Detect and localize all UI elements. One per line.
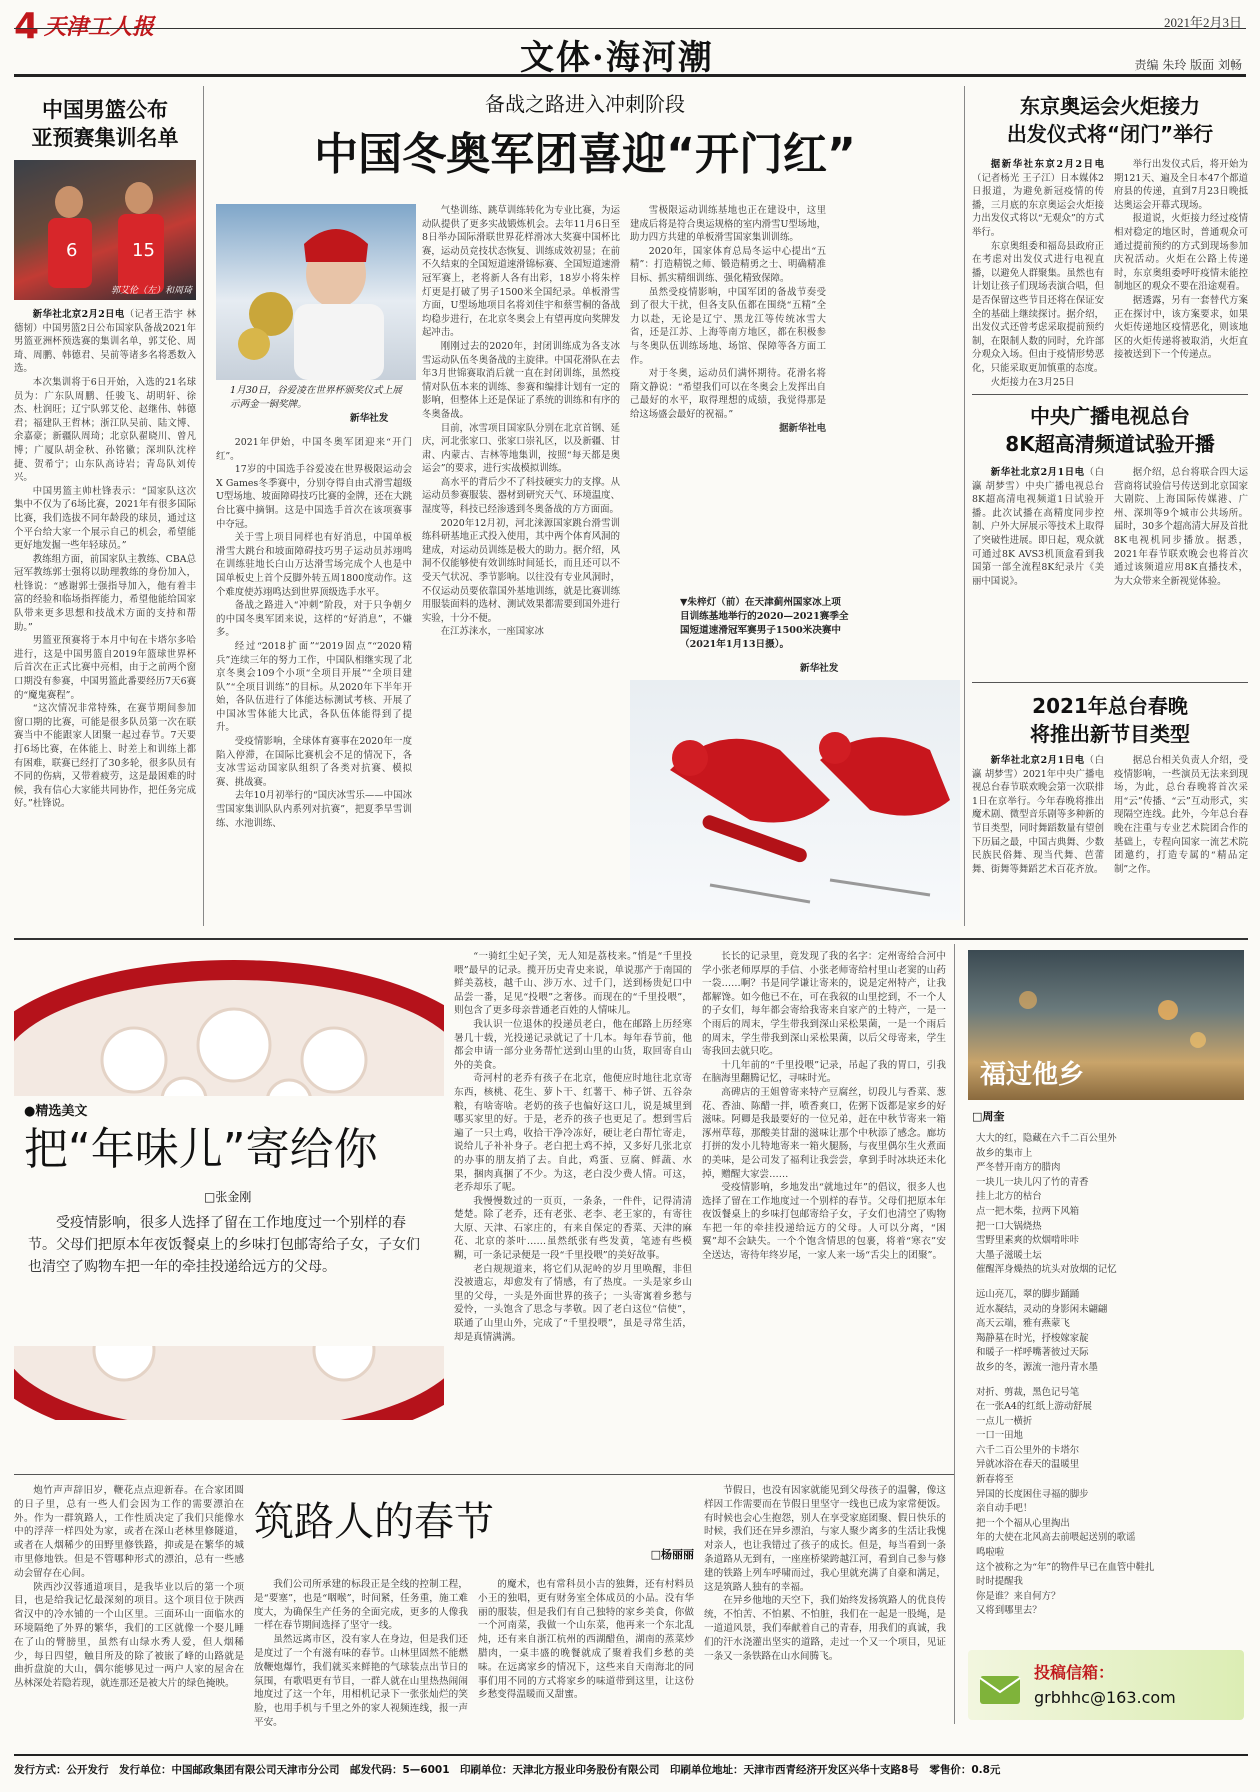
poem-line: 这个被称之为“年”的物件早已在血管中鞋扎 <box>976 1561 1155 1573</box>
stanza-gap <box>976 1278 1244 1288</box>
column-divider <box>954 944 955 1724</box>
poem-author: □周奎 <box>972 1110 1005 1123</box>
stanza-gap <box>976 1376 1244 1386</box>
para: 节假日，也没有因家就能见到父母孩子的温馨，像这样因工作需要而在节假日里坚守一线也已成为家常便饭。有时候也会心生抱怨，别人在享受家庭团聚、假日快乐的时候，我们还在异乡漂泊，与家人聚少离多的生活让我愧对亲人，也让我错过了孩子的成长。但是，每当看到一条条道路从无到有，一座座桥梁跨越江河，看到自己参与修建的铁路上列车呼啸而过，我心里就充满了自豪和满足，这是筑路人独有的幸福。 <box>704 1485 946 1593</box>
gala-byline: 新华社北京2月1日电 <box>990 755 1085 766</box>
masthead-rule <box>14 28 1246 29</box>
cctv8k-byline: 新华社北京2月1日电 <box>990 467 1085 478</box>
cctv8k-title-2: 8K超高清频道试验开播 <box>1005 432 1215 456</box>
svg-text:6: 6 <box>66 240 78 261</box>
poem-line: 把一个个福从心里掏出 <box>976 1517 1070 1529</box>
torch-col2 <box>1114 158 1248 388</box>
para: 虽然受疫情影响，中国军团的备战节奏受到了很大干扰，但各支队伍都在围绕“五精”全力以赴，无论是辽宁、黑龙江等传统冰雪大省，还是江苏、上海等南方地区，都在积极参与冬奥队伍训练场地、场馆、保障等各方面工作。 <box>630 286 826 366</box>
cctv8k-col2 <box>1114 466 1248 606</box>
road-col1 <box>254 1578 468 1746</box>
mail-icon <box>976 1664 1026 1710</box>
torch-byline: 据新华社东京2月2日电 <box>990 159 1104 170</box>
poem-line: 鸣啦啦 <box>976 1547 1005 1559</box>
winter-article <box>210 90 960 930</box>
para: 我慢慢数过的一页页，一条条，一件件，记得清清楚楚。除了老乔，还有老张、老李、老王家的，有寄往大原、天津、石家庄的，有来自保定的香菜、天津的麻花、北京的茶叶……虽然纸张有些发黄，笔迹有些模糊，可一条记录便是一段“千里投喂”的美好故事。 <box>454 1195 692 1262</box>
road-col2 <box>478 1578 694 1746</box>
submit-box <box>968 1650 1244 1720</box>
basketball-byline: 新华社北京2月2日电 <box>32 309 125 320</box>
poem-line: 年的大使在北风高去前喂起送别的歌谣 <box>976 1532 1136 1544</box>
footer-rule <box>14 1754 1248 1756</box>
para: 老白规规道来，将它们从泥岭的岁月里唤醒，非但没被遗忘，却愈发有了情感，有了热度。一头是家乡山里的父母，一头是外面世界的孩子；一头寄寓着乡愁与爱怜，一头饱含了思念与孝敬。因了老白这位“信使”，联通了山里山外，完成了“千里投喂”，虽是寻常生活，却是真情满满。 <box>454 1263 692 1343</box>
torch-col1 <box>972 158 1104 388</box>
poem-line: 异就冰浴在春天的温暖里 <box>976 1459 1080 1471</box>
poem-line: 严冬替开南方的腊肉 <box>976 1162 1061 1174</box>
poem-line: 故乡的冬，源流一池丹青水墨 <box>976 1361 1098 1373</box>
issue-date: 2021年2月3日 <box>1163 15 1242 30</box>
para: 2020年，国家体育总局冬运中心提出“五精”：打造精锐之师、锻造精勇之士、明确精准目标、抓实精细训练、强化精致保障。 <box>630 245 826 284</box>
nianwei-col1 <box>454 950 692 1470</box>
para: 高碑店的王姐曾寄来特产豆腐丝，切段儿与香菜、葱花、香油、陈醋一拌，喷香爽口，佐粥下饭都是家乡的好滋味。阿卿是我最要好的一位兄弟，赶在中秋节寄来一箱涿州草莓，那酸美甘甜的滋味让那个中秋添了感念。廊坊打拼的发小儿特地寄来一箱火腿肠，与夜里偶尔生火煮面的美味，是公司发了福利让我尝尝，拿到手时冰块还未化掉，赠醒大家尝…… <box>702 1086 946 1180</box>
para: 受疫情影响，乡地发出“就地过年”的倡议，很多人也选择了留在工作地度过一个别样的春节。父母们把原本年夜饭餐桌上的乡味打包邮寄给子女，子女们也清空了购物车把一年的牵挂投递给远方的父母。人可以分离，“困翼”却不会缺失。一个个饱含情思的包裹，将着“寒衣”安全送达，寄待年终岁尾，一家人来一场“舌尖上的团聚”。 <box>702 1182 946 1262</box>
basketball-title-1: 中国男篮公布 <box>42 98 168 122</box>
fold-divider <box>14 938 1248 940</box>
speed-skating-photo <box>630 680 960 920</box>
section-divider <box>972 682 1248 683</box>
gala-title-1: 2021年总台春晚 <box>1032 694 1188 718</box>
poem-line: 六千二百公里外的卡塔尔 <box>976 1444 1080 1456</box>
nianwei-author: □张金刚 <box>204 1190 252 1204</box>
para: 我认识一位退休的投递员老白，他在邮路上历经寒暑几十载，光投递记录就记了十几本。每年春节前，他都会申请一部分业务帮忙送到山里的山货，取回寄自山外的美食。 <box>454 1018 692 1071</box>
para: 十几年前的“千里投喂”记录，吊起了我的胃口，引我在脑海里翻腾记忆，寻味时光。 <box>702 1059 946 1085</box>
road-title: 筑路人的春节 <box>254 1499 494 1545</box>
poem-line: 大墨子滋暖土坛 <box>976 1249 1042 1261</box>
para: 雪极限运动训练基地也正在建设中，这里建成后将是符合奥运规格的室内滑雪U型场地，助力四方共建的单板滑雪国家集训训练。 <box>630 205 826 244</box>
submit-email[interactable]: grbhhc@163.com <box>1034 1688 1176 1707</box>
players-illustration <box>14 160 196 300</box>
poem-line: 点一把木柴，拉两下风箱 <box>976 1205 1080 1217</box>
para: （白瀛 胡梦雪）2021年中央广播电视总台春节联欢晚会第一次联排1日在京举行。今年春晚将推出魔术剧、微型音乐剧等多种新的节目类型，同时舞蹈数量有望创下历届之最，中国古典舞、少数民族民俗舞、现当代舞、芭蕾舞、街舞等舞蹈艺术百花齐放。 <box>972 755 1104 875</box>
para: 备战之路进入“冲刺”阶段，对于只争朝夕的中国冬奥军团来说，这样的“好消息”，不嫌多。 <box>216 600 412 639</box>
para: （记者杨光 王子江）日本媒体2日报道，为避免新冠疫情的传播，三月底的东京奥运会火炬接力出发仪式将以“无观众”的方式举行。 <box>972 172 1104 238</box>
torch-title-2: 出发仪式将“闭门”举行 <box>1006 122 1214 146</box>
para: 东京奥组委和福岛县政府正在考虑对出发仪式进行电视直播，以避免人群聚集。虽然也有计划让孩子们现场表演合唱，但是否保留这些节目还将在保证安全的基础上继续探讨。据介绍，出发仪式还曾考虑采取提前预约制，在限制人数的同时，允许部分观众入场。但由于疫情形势恶化，只能采取更加慎重的态度。 <box>972 240 1104 374</box>
poem-line: 新春将至 <box>976 1474 1014 1486</box>
para: 气垫训练、跳草训练转化为专业比赛，为运动队提供了更多实战锻炼机会。去年11月6日至8日举办国际滑联世界花样滑冰大奖赛中国杯比赛，运动员竞技状态恢复、训练成效初显；在前不久结束的全国短道速滑锦标赛、全国短道速滑冠军赛上，老将新人各有出彩，18岁小将朱梓灯更是打破了男子1500米全国纪录。单板滑雪方面，U型场地项目名将刘佳宇和蔡雪桐的备战均稳步进行，在北京冬奥会上有望再度向奖牌发起冲击。 <box>422 205 620 339</box>
para: 去年10月初举行的“国庆冰雪乐——中国冰雪国家集训队队内系列对抗赛”，把夏季旱雪训练、水池训练、 <box>216 790 412 829</box>
section-divider <box>14 1474 954 1475</box>
poem-line: 在一张A4的红纸上游动舒展 <box>976 1401 1092 1413</box>
para: 目前，冰雪项目国家队分别在北京首钢、延庆，河北张家口、张家口崇礼区，以及新疆、甘肃、内蒙古、吉林等地集训，按照“每天都是奥运会”的要求，进行实战模拟训练。 <box>422 422 620 475</box>
para: 报道说，火炬接力经过疫情相对稳定的地区时，普通观众可通过提前预约的方式到现场参加庆祝活动。火炬在公路上传递时，东京奥组委呼吁疫情未能控制地区的观众不要在沿途观看。 <box>1114 213 1248 293</box>
cctv8k-title-1: 中央广播电视总台 <box>1030 404 1190 428</box>
poem-line: 大大的红，隐藏在六千二百公里外 <box>976 1133 1117 1144</box>
nianwei-lead: 受疫情影响，很多人选择了留在工作地度过一个别样的春节。父母们把原本年夜饭餐桌上的乡味打包邮寄给子女，子女们也清空了购物车把一年的牵挂投递给远方的父母。 <box>28 1215 420 1275</box>
para: 中国男篮主帅杜锋表示：“国家队这次集中不仅为了6场比赛，2021年有很多国际比赛，我们选拔不同年龄段的球员，通过这个平台给大家一个展示自己的机会，希望能更好地发掘一些年轻球员。” <box>14 485 196 552</box>
nianwei-graphic <box>14 950 444 1420</box>
poem-line: 催醒浑身燥热的坑头对放烟的记忆 <box>976 1264 1117 1276</box>
poem-line: 时时提醒我 <box>976 1576 1023 1588</box>
torch-article <box>972 92 1248 388</box>
para: 在江苏涞水，一座国家冰 <box>440 626 544 638</box>
para: “一骑红尘妃子笑，无人知是荔枝来。”悄是“千里投喂”最早的记录。揽开历史青史来说，单说那产于南国的鲜美荔枝，越千山、涉万水、过千门，送到杨贵妃口中品尝一番，足见“投喂”之奢侈。而现在的“千里投喂”，则包含了更多母亲普通老百姓的人情味儿。 <box>454 951 692 1017</box>
para: 对于冬奥，运动员们满怀期待。花滑名将隋文静说：“希望我们可以在冬奥会上发挥出自己最好的水平，取得理想的成绩，我觉得那是给这场盛会最好的祝福。” <box>630 368 826 420</box>
road-col0 <box>14 1484 244 1746</box>
para: 据透露，另有一套替代方案正在探讨中，该方案要求，如果火炬传递地区疫情恶化，则该地区的火炬传递将被取消，火炬直接被送到下一个传递点。 <box>1114 294 1248 361</box>
para: 经过“2018扩面”“2019固点”“2020精兵”连续三年的努力工作，中国队相继实现了北京冬奥会109个小项“全项目开展”“全项目建队”“全项目训练”的目标。从2020年下半年开始，各队伍进行了体能达标测试考核、开展了中国冰雪体能大比武，各队伍体能得到了提升。 <box>216 640 412 734</box>
poem-line: 你是谁？来自何方？ <box>976 1590 1061 1602</box>
para: 本次集训将于6日开始，入选的21名球员为：广东队周鹏、任骏飞、胡明轩、徐杰、杜润旺；辽宁队郭艾伦、赵继伟、韩德君；福建队王哲林；浙江队吴前、陆文博、余嘉豪；新疆队周琦；北京队翟晓川、曾凡博；广厦队胡金秋、孙铭徽；深圳队沈梓捷、贺希宁；山东队高诗岩；青岛队刘传兴。 <box>14 376 196 484</box>
para: 据总台相关负责人介绍，受疫情影响，一些演员无法来到现场，为此，总台春晚将首次采用“云”传播、“云”互动形式，实现隔空连线。此外，今年总台春晚在注重与专业艺术院团合作的基础上，专程向国家一流艺术院团邀约，打造专属的“精品定制”之作。 <box>1114 755 1248 875</box>
photo2-credit: 新华社发 <box>800 663 839 674</box>
para: 教练组方面，前国家队主教练、CBA总冠军教练郭士强将以助理教练的身份加入，杜锋说：“感谢郭士强指导加入，他有着丰富的经验和临场指挥能力，希望他能给国家队带来更多思想和技战术方面的支持和帮助。” <box>14 553 196 633</box>
winter-col2 <box>422 204 620 704</box>
poem-line: 雪野里素爽的炊烟啃咔咔 <box>976 1235 1080 1247</box>
para: 据介绍，总台将联合四大运营商将试验信号传送到北京国家大剧院、上海国际传媒港、广州、深圳等9个城市公共场所。届时，30多个超高清大屏及首批8K电视机同步播放。据悉，2021年春节联欢晚会也将首次通过该频道应用8K直播技术，为大众带来全新视觉体验。 <box>1114 467 1248 587</box>
masthead <box>0 0 1260 76</box>
gala-col1 <box>972 754 1104 926</box>
road-col3 <box>704 1484 946 1746</box>
cctv8k-col1 <box>972 466 1104 606</box>
para: 奇河村的老乔有孩子在北京，他便应时地往北京寄东西，核桃、花生、萝卜干、红薯干、柿子饼、五谷杂粮，有啥寄啥。老奶的孩子也偏好这口儿，说是城里到哪买家里的好。于是，老乔的孩子也更足了。想到雪后遍了一只土鸡，收拾干净冷冻好，硬让老白帮忙寄走，说给儿子补补身子。老白把土鸡不掉，又多好几张北京的办事的朋友捎了去。自此，鸡蛋、豆腐、鲜蔬、水果，捆肉真捆了不少。为这，老白没少费人情。可这，老乔却乐了呢。 <box>454 1073 692 1194</box>
winter-title: 中国冬奥军团喜迎“开门红” <box>314 129 856 180</box>
poem-body <box>976 1132 1244 1619</box>
basketball-photo <box>14 160 196 300</box>
poem-line: 远山亮兀，翠的脚步踊踊 <box>976 1288 1080 1300</box>
poem-line: 高天云端，雅有燕蒙飞 <box>976 1318 1070 1330</box>
winter-col1 <box>216 436 412 920</box>
road-header <box>254 1484 694 1574</box>
para: 陕西沙汉蓉通道项目，是我毕业以后的第一个项目，也是给我记忆最深刻的项目。这个项目位于陕西省汉中的冷水铺的一个山区里。三面环山一面临水的环境隔绝了外界的繁华，我们的工区就像一个娶儿睡在了山的臂膀里，虽然有山绿水秀人爱，但人烟稀少，每日四望，触目所及的除了被嵌了峰的山路就是曲折盘旋的大山，偶尔能够见过一两户人家的屋舍在丛林深处若隐若现，就连那还是被大片的绿色掩映。 <box>14 1581 244 1690</box>
poem-line: 羯静墓在时光，抒梭嫁家靛 <box>976 1332 1089 1344</box>
para: 炮竹声声辞旧岁，鞭花点点迎新春。在合家团圆的日子里，总有一些人们会因为工作的需要漂泊在外。作为一群筑路人，工作性质决定了我们只能像水中的浮萍一样四处为家，或者在深山老林里修隧道，或者在人烟稀少的田野里修铁路，抑或是在繁华的城市里修地铁。但是不管哪种形式的漂泊，总有一些感动会留存在心间。 <box>14 1485 244 1579</box>
gala-title-2: 将推出新节目类型 <box>1030 722 1190 746</box>
poem-line: 对折、剪裁，黑色记号笔 <box>976 1386 1080 1398</box>
para: 的魔术，也有常科员小吉的独舞，还有村料员小王的独唱，更有财务室全体成员的小品。没有华丽的服装，但是我们有自己独特的家乡美食，你做一个河南菜，我做一个山东菜，他再来一个东北乱炖，还有来自浙江杭州的西湖醋鱼，湖南的蒸菜炒腊肉，一桌丰盛的晚餐就成了聚着我们乡愁的美味。在远离家乡的情况下，这些来自天南海北的同事们用不同的方式将家乡的味道带到这里，让这份乡愁变得温暖而又甜蜜。 <box>478 1579 694 1701</box>
winter-col3 <box>630 204 826 586</box>
poem-article <box>962 950 1248 1730</box>
basketball-body <box>14 308 196 926</box>
para: 高水平的背后少不了科技硬实力的支撑。从运动员参赛服装、器材到研究天气、环境温度、湿度等，科技已经渗透到冬奥备战的方方面面。 <box>422 476 620 516</box>
poem-line: 故乡的集市上 <box>976 1147 1033 1159</box>
para: 我们公司所承建的标段正是全线的控制工程，是“要塞”，也是“咽喉”，时间紧，任务重，施工难度大，为确保生产任务的全面完成，更多的人像我一样在春节期间选择了坚守一线。 <box>254 1579 468 1632</box>
photo2-caption: ▼朱梓灯（前）在天津蓟州国家冰上项目训练基地举行的2020—2021赛季全国短道速滑冠军赛男子1500米决赛中（2021年1月13日摄）。 <box>680 597 849 650</box>
para: 火炬接力在3月25日 <box>990 376 1075 388</box>
basketball-photo-caption: 郭艾伦（左）和周琦 <box>110 286 192 296</box>
para: （记者王浩宇 林德韧）中国男篮2日公布国家队备战2021年男篮亚洲杯预选赛的集训名单，郭艾伦、周琦、周鹏、韩德君、吴前等诸多名将悉数入选。 <box>14 309 196 375</box>
poem-photo <box>968 950 1244 1100</box>
poem-line: 近水凝结，灵动的身影闲未翩翩 <box>976 1303 1108 1315</box>
winter-source: 据新华社电 <box>779 422 826 434</box>
column-divider <box>203 86 204 926</box>
poem-line: 一点儿一横折 <box>976 1415 1033 1427</box>
submit-label: 投稿信箱： <box>1034 1663 1115 1682</box>
skaters-illustration <box>630 680 960 920</box>
footer: 发行方式：公开发行 发行单位：中国邮政集团有限公司天津市分公司 邮发代码：5—6001 印刷单位：天津北方报业印务股份有限公司 印刷单位地址：天津市西青经济开发区兴华十支路8号 零售价：0.8元 <box>14 1764 1001 1776</box>
editors: 责编 朱玲 版面 刘畅 <box>1134 58 1242 72</box>
nianwei-col3 <box>702 950 946 1470</box>
para: 17岁的中国选手谷爱凌在世界极限运动会X Games冬季赛中，分别夺得自由式滑雪超级U型场地、坡面障碍技巧比赛的金牌，还在大跳台比赛中摘铜。这是中国选手首次在该项赛事中夺冠。 <box>216 464 412 530</box>
section-divider <box>972 394 1248 395</box>
page-number: 4 <box>14 6 40 47</box>
para: 长长的记录里，竟发现了我的名字：定州寄给合河中学小张老师厚厚的手信、小张老师寄给村里山老窦的山药一袋……啊？书是同学谦让寄来的，说是定州特产，让我都解馋。如今他已不在，可在我叙的山里挖到，不一个人的子女们，每年都会寄给我寄来自家产的土特产，一是一个雨后的周末，学生带我到深山采松果菌，一是一个雨后的周末，学生带我到深山采松果菌，以后父母寄来，学生寄我回去就只吃。 <box>702 951 946 1058</box>
poem-line: 又将到哪里去？ <box>976 1605 1042 1617</box>
para: 刚刚过去的2020年，封闭训练成为各支冰雪运动队伍冬奥备战的主旋律。中国花滑队在去年3月世锦赛取消后就一直在封闭训练，虽然疫情对队伍本来的训练、参赛和编排计划有一定的影响，但整体上还是保证了系统的训练和有序的冬奥备战。 <box>422 340 620 420</box>
para: “这次情况非常特殊，在赛节期间参加窗口期的比赛，可能是很多队员第一次在联赛当中不能跟家人团聚一起过春节。7天要打6场比赛，在体能上、时差上和训练上都有困难，联赛已经打了30多轮，很多队员有不同的伤病，又带着疲劳，这是最困难的时候，我有信心大家能共同协作，把任务完成好。”杜锋说。 <box>14 703 196 810</box>
road-author: □杨丽丽 <box>650 1548 694 1561</box>
photo1-credit: 新华社发 <box>350 413 389 424</box>
para: 受疫情影响，全球体育赛事在2020年一度陷入停滞，在国际比赛机会不足的情况下，各支冰雪运动国家队组织了各类对抗赛、模拟赛、挑战赛。 <box>216 736 412 788</box>
poem-line: 一块儿一块儿闪了竹的青香 <box>976 1176 1089 1188</box>
poem-line: 和暖子一样呼嘴著彼过天际 <box>976 1347 1089 1359</box>
cctv8k-article <box>972 402 1248 672</box>
nianwei-tag: ●精选美文 <box>24 1104 88 1119</box>
para: 2021年伊始，中国冬奥军团迎来“开门红”。 <box>216 437 412 462</box>
winter-kicker: 备战之路进入冲刺阶段 <box>485 92 685 116</box>
poem-title: 福过他乡 <box>980 1060 1085 1090</box>
para: 关于雪上项目同样也有好消息，中国单板滑雪大跳台和坡面障碍技巧男子运动员苏翊鸣在训练驻地长白山万达滑雪场完成个人也是中国单板史上首个反脚外转五周1800度动作。这个难度使苏翊鸣达到世界顶级选手水平。 <box>216 532 412 598</box>
basketball-title-2: 亚预赛集训名单 <box>31 126 179 150</box>
poem-line: 异国的长度困住寻福的脚步 <box>976 1488 1089 1500</box>
poem-line: 一口一田地 <box>976 1430 1023 1442</box>
gala-article <box>972 692 1248 928</box>
gu-ailing-photo <box>216 204 416 380</box>
nianwei-title: 把“年味儿”寄给你 <box>24 1124 378 1175</box>
poem-line: 挂上北方的枯台 <box>976 1191 1042 1203</box>
para: 虽然远离市区，没有家人在身边，但是我们还是度过了一个有滋有味的春节。山林里固然不能燃放鞭炮爆竹，我们就买来鲜艳的气球装点出节日的氛围，有歌唱更有节目，一群人就在山里热热闹闹地度过了这一个年，用相机记录下一张张灿烂的笑脸，也用手机与千里之外的家人视频连线，报一声平安。 <box>254 1634 468 1728</box>
para: 2020年12月初，河北涞源国家跳台滑雪训练科研基地正式投入使用，其中两个体育风洞的建成，对运动员训练是极大的助力。据介绍，风洞不仅能够使有效训练时间延长，而且还可以不受天气状况、季节影响。以往没有专业风洞时，不仅运动员要依靠国外基地训练，就是比赛训练用服装面料的选材、测试效果都需要到国外进行实验，十分不便。 <box>422 517 620 624</box>
athlete-illustration <box>216 204 416 380</box>
para: （白瀛 胡梦雪）中央广播电视总台8K超高清电视频道1日试验开播。此次试播在高精度同步控制、户外大屏展示等技术上取得了突破性进展。即日起，观众就可通过8K AVS3机顶盒看到我国第一部全流程8K纪录片《美丽中国说》。 <box>972 467 1104 587</box>
column-divider <box>964 86 965 926</box>
torch-title-1: 东京奥运会火炬接力 <box>1020 94 1200 118</box>
para: 男篮亚预赛将于本月中旬在卡塔尔多哈进行，这是中国男篮自2019年篮球世界杯后首次在正式比赛中亮相，由于之前两个窗口期没有参赛，中国男篮此番要经历7天6赛的“魔鬼赛程”。 <box>14 635 196 701</box>
poem-line: 把一口大锅烧热 <box>976 1220 1042 1232</box>
para: 在异乡他地的天空下，我们始终发扬筑路人的优良传统，不怕苦、不怕累、不怕脏，我们在一起是一股绳，是一道道风景，我们奉献着自己的青春，用我们的真诚，我们的汗水浇灌出坚实的道路，走过一个又一个项目，见证一条又一条铁路在山水间腾飞。 <box>704 1595 946 1662</box>
basketball-article <box>14 96 196 926</box>
section-title: 文体·海河潮 <box>520 38 714 78</box>
para: 举行出发仪式后，将开始为期121天、遍及全日本47个都道府县的传递，直到7月23日晚抵达奥运会开幕式现场。 <box>1114 159 1248 211</box>
paper-name: 天津工人报 <box>44 14 155 40</box>
svg-text:15: 15 <box>132 240 155 261</box>
masthead-rule-thick <box>14 74 1246 77</box>
poem-line: 亲自动手吧！ <box>976 1503 1033 1515</box>
photo1-caption: 1月30日，谷爱凌在世界杯颁奖仪式上展示两金一铜奖牌。 <box>230 385 402 410</box>
gala-col2 <box>1114 754 1248 926</box>
